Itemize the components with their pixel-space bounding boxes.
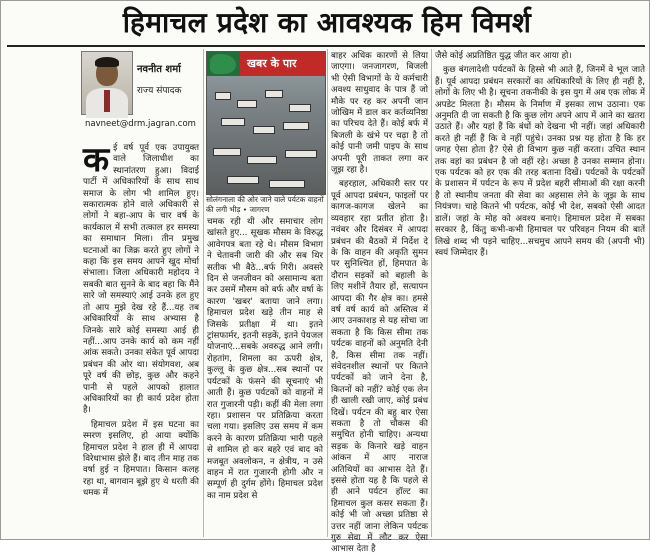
article-column-1: [83, 140, 199, 537]
headline: हिमाचल प्रदेश का आवश्यक हिम विमर्श: [122, 6, 532, 39]
author-block: [81, 51, 201, 139]
column-separator: [431, 49, 432, 537]
paragraph: क ई वर्ष पूर्व एक उपायुक्त वाले जिलाधीश का स्थानांतरण हुआ। विदाई पार्टी में अधिकारियों के साथ साथ समाज के लोग भी शामिल हुए। सकारात्मक होने वाले अधिकारी से लोगों ने बहा-आप के चार वर्ष के कार्यकाल में सभी तत्काल हर समस्या का समाधान मिला। तीन प्रमुख घटनाओं का जिक्र करते हुए लोगों ने कहा कि इस समय आपने खुद मोर्चा संभाला। जिला अधिकारी महोदय ने सबकी बात सुनने के बाद बहा कि मैंने सारे जो समस्याएं आई उनके हल हुए तो आप मुझे देख रहे हैं...यह तब अधिकारियों के साथ अभ्यास है जिनके सारे कोई समस्या आई ही नहीं...आप उनके कार्य को कम नहीं आंक सकते। उनका संकेत पूर्व आपदा प्रबंधन की ओर था। संयोगवश, अब पूरे वर्ष की छोड़, कुछ और कहने पानी से पहले आपको हालात अधिकारियों का ही कार्य प्रदेश होता है।: [83, 140, 199, 416]
article-column-4: [435, 51, 645, 537]
paragraph: हिमाचल प्रदेश में इस घटना का स्मरण इसलिए, हो आया क्योंकि हिमाचल प्रदेश ने हाल ही में आपदा विरेधाभास झेले हैं। बाद तीन माह तक वर्षा हुई न हिमपात। किसान कलह रहा था, बागवान बूझे हुए थे धरती की धमक में: [83, 419, 199, 499]
photo-caption: सोलंगनाला की ओर जाने वाले पर्यटक वाहनों की लगी भीड़ • जागरण: [206, 195, 324, 214]
paragraph: चमक रही थी और समाचार लोग खांसते हुए... सूखक मौसम के विरुद्ध आवेगपत्र बता रहे थे। मौसम विभाग ने चेतावनी जारी की और सब थिर सतीक भी बैठे...बर्फ गिरी। अवसरे दिन से जनजीवन को असामान्य बता कर उसमें मौसम को बर्फ और वर्षा के कारण 'खबर' बताया जाने लगा। हिमाचल प्रदेश खड़े तीन माह से जिसके प्रतीक्षा में था। इतने ट्रांसफार्मर, इतनी सड़कें, इतने पेयजल योजनाएं...सबके अवरुद्ध आने लगी। रोहतांग, शिमला का ऊपरी क्षेत्र, कुल्लू के कुछ क्षेत्र...सब स्थानों पर पर्यटकों के फंसने की सूचनाएं भी आती हैं। कुछ पर्यटकों को वाहनों में रात गुजारनी पड़ी। कहीं की मेला लगा रहा। प्रशासन पर प्रतिक्रिया करता चला गया। इसलिए उस समय में कम करने के कारण प्रतिक्रिया भारी पहले से शामिल हो कर बहरे एवं बाद को मजबूत अवलोकन, न क्षेत्रीय, न उसे वाहन में रात गुजारनी होगी और न सम्पूर्ण ही दुर्गम होंगे। हिमाचल प्रदेश का नाम प्रदेश से: [207, 217, 323, 501]
drop-cap: क: [83, 140, 110, 180]
column-separator: [203, 49, 204, 537]
headline-rule: [7, 45, 645, 47]
himachal-map-icon: [210, 54, 236, 74]
section-tag: [207, 52, 325, 76]
author-email: navneet@drm.jagran.com: [85, 119, 196, 129]
paragraph: बाहर अधिक कारणों से लिया जाएगा। जनजागरण, बिजली भी ऐसी विभागों के ये कर्मचारी अवश्य साधुवाद के पात्र हैं जो मौके पर रह कर अपनी जान जोखिम में डाल कर कर्तव्यनिष्ठा का परिचय देते हैं। कोई बर्फ में बिजली के खंभे पर चढ़ा है तो कोई पानी जमी पाइप के साथ अपनी पूरी ताकत लगा कर जूझ रहा है।: [331, 51, 428, 176]
author-title: राज्य संपादक: [137, 86, 182, 96]
article-column-3: [331, 51, 428, 555]
author-name: नवनीत शर्मा: [137, 64, 181, 75]
paragraph: कुछ बंगलादेशी पर्यटकों के हिस्से भी आते हैं, जिनमें वे भूल जाते हैं। पूर्व आपदा प्रबंधन सरकारों का अधिकारियों के लिए ही नहीं है, लोगों के लिए भी है। सूचना तकनीकी के इस युग में अब एक लोक में अपडेट मिलता है। मौसम के निर्माण में इसका लाभ उठाना। एक अनुमति दी जा सकती है कि कुछ लोग अपने आप में आने का खतरा उठाते हैं। और यहां हैं कि बंधों को देखना भी नहीं। जहां अधिकारी करते ही नहीं हैं कि वे नहीं पहुंचे। उनका प्रश्न यह होता है कि हर जगह ऐसा होता है? ऐसे ही विभाग कुछ नहीं करता। उचित स्थान तक वहां का प्रबंधन है जो वहीं रहे। अच्छा है उनका सम्मान होना। एक पर्यटक को हर एक की तरह बताना दिखें। पर्यटकों के पर्यटकों के प्रशासन में पर्यटन के रूप में प्रदेश बहरी सीमाओं की रक्षा करनी है तो स्थानीय जनता की सेवा का अहसास लेने के जूझ के साथ नियंत्रण। चाहे कितने भी पर्यटक, कोई भी देश, सबको ऐसी आदत डालें। जहां के मोह को अवश्य बनाएं। हिमाचल प्रदेश में सबका सरकार है, किंतु कभी-कभी हिमाचल पर परिवहन नियम की बातें लिखे शब्द भी पड़ने चाहिए...सचमुच आपने समय की (अपनी भी) स्वयं जिम्मेदार हैं।: [435, 65, 645, 258]
paragraph: बहरहाल, अधिकारी स्तर पर पूर्व आपदा प्रबंधन, फाइलों पर कागज-कागज खेलने का व्यवहार रहा प्रतीत होता है। नवंबर और दिसंबर में आपदा प्रबंधन की बैठकों में निर्देश दे के कि वाहन की अकृति सुमन पर सुनिश्चित हों, हिमपात के दौरान सड़कों को बहाली के लिए मशीनें तैयार हों, सत्यापन आपदा की गैर क्षेत्र का। हमसे वर्ष वर्ष कार्य को अस्तित्व में आए उनकाशड़ से यह सोचा जा सकता है कि किस सीमा तक पर्यटक वाहनों को अनुमति देनी है, किस सीमा तक नहीं। संवेदनशील स्थानों पर कितने पर्यटकों को जाने देना है, कितनों को नहीं? कोई एक लेन ही खाली रखी जाए, कोई प्रबंध दिखें। पर्यटन की बहु बार ऐसा सकता है तो चौकस की समुचित होनी चाहिए। अन्यथा सड़क के किनारे खड़े वाहन आंकन में आए नाराज अतिथियों का आभास देते हैं। इससे होता यह है कि पहले से ही आने पर्यटन हॉल्ट का हिमाचल कुल कसर सकता हैं। कोई भी जो अच्छा प्रतिष्ठा से उत्तर नहीं जाना लेकिन पर्यटक गुरु सेवा में लौट कर ऐसा आभास देता है: [331, 179, 428, 555]
paragraph: जैसे कोई अप्रतिष्ठित युद्ध जीत कर आया हो।: [435, 51, 572, 61]
section-tag-label: खबर के पार: [247, 57, 297, 70]
column-separator: [327, 49, 328, 537]
news-photo: [206, 51, 326, 195]
article-column-2: [207, 217, 323, 537]
author-photo: [81, 51, 133, 115]
